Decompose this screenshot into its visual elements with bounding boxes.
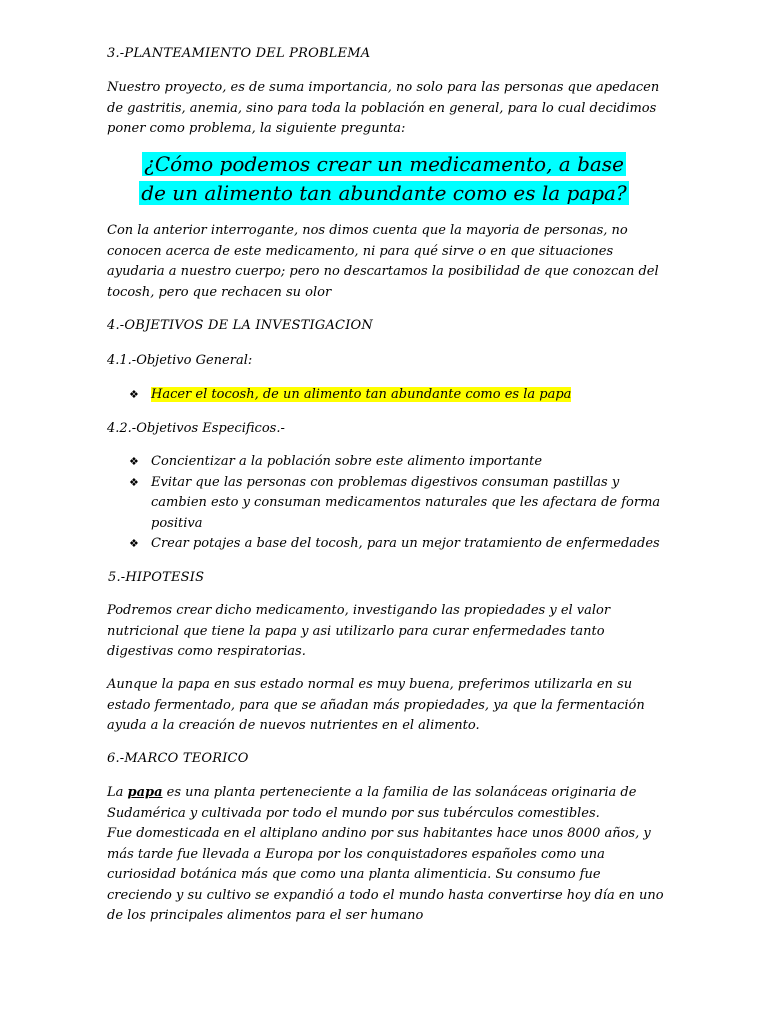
section-6-paragraph-1 (107, 783, 667, 824)
section-3-intro: Nuestro proyecto, es de suma importancia, no solo para las personas que apedacen de gastritis, anemia, sino para toda la población en general, para lo cual decidimos poner como problema, la siguiente pregunta: (107, 80, 660, 136)
diamond-bullet-icon: ❖ (129, 455, 139, 468)
paragraph-rest: es una planta perteneciente a la familia de las solanáceas originaria de Sudamérica y cultivada por todo el mundo por sus tubérculos comestibles. (107, 785, 637, 821)
diamond-bullet-icon: ❖ (129, 475, 139, 489)
section-3-heading: 3.-PLANTEAMIENTO DEL PROBLEMA (107, 46, 371, 61)
diamond-bullet-icon: ❖ (129, 388, 139, 401)
paragraph-prefix: La (107, 785, 128, 800)
section-5-paragraph-2: Aunque la papa en sus estado normal es muy buena, preferimos utilizarla en su estado fermentado, para que se añadan más propiedades, ya que la fermentación ayuda a la creación de nuevos nutrientes en el alimento. (107, 677, 645, 733)
section-42-heading: 4.2.-Objetivos Especificos.- (107, 421, 285, 436)
list-item (107, 452, 667, 473)
list-item (107, 473, 667, 535)
specific-objective-text: Evitar que las personas con problemas digestivos consuman pastillas y cambien esto y consuman medicamentos naturales que les afectara de forma positiva (151, 474, 661, 531)
list-item (107, 534, 667, 555)
general-objective-text: Hacer el tocosh, de un alimento tan abundante como es la papa (151, 387, 572, 402)
list-item (107, 385, 667, 406)
research-question (134, 150, 634, 208)
diamond-bullet-icon: ❖ (129, 537, 139, 550)
specific-objective-text: Concientizar a la población sobre este alimento importante (151, 454, 543, 469)
section-5-heading: 5.-HIPOTESIS (108, 570, 205, 585)
section-41-heading: 4.1.-Objetivo General: (107, 353, 253, 368)
specific-objective-text: Crear potajes a base del tocosh, para un mejor tratamiento de enfermedades (151, 536, 660, 551)
section-3-after: Con la anterior interrogante, nos dimos cuenta que la mayoria de personas, no conocen acerca de este medicamento, ni para qué sirve o en que situaciones ayudaria a nuestro cuerpo; pero no descartamos la posibilidad de que conozcan del tocosh, pero que rechacen su olor (107, 223, 659, 300)
section-6-heading: 6.-MARCO TEORICO (107, 751, 249, 766)
section-5-paragraph-1: Podremos crear dicho medicamento, investigando las propiedades y el valor nutricional que tiene la papa y asi utilizarlo para curar enfermedades tanto digestivas como respiratorias. (107, 603, 611, 659)
research-question-text: ¿Cómo podemos crear un medicamento, a base de un alimento tan abundante como es la papa? (141, 152, 627, 205)
section-6-paragraph-2: Fue domesticada en el altiplano andino por sus habitantes hace unos 8000 años, y más tarde fue llevada a Europa por los conquistadores españoles como una curiosidad botánica más que como una planta alimenticia. Su consumo fue creciendo y su cultivo se expandió a todo el mundo hasta convertirse hoy día en uno de los principales alimentos para el ser humano (107, 826, 664, 923)
specific-objectives-list (107, 452, 667, 555)
general-objective-list (107, 385, 667, 406)
section-4-heading: 4.-OBJETIVOS DE LA INVESTIGACION (107, 318, 373, 333)
keyword-papa: papa (127, 785, 163, 800)
